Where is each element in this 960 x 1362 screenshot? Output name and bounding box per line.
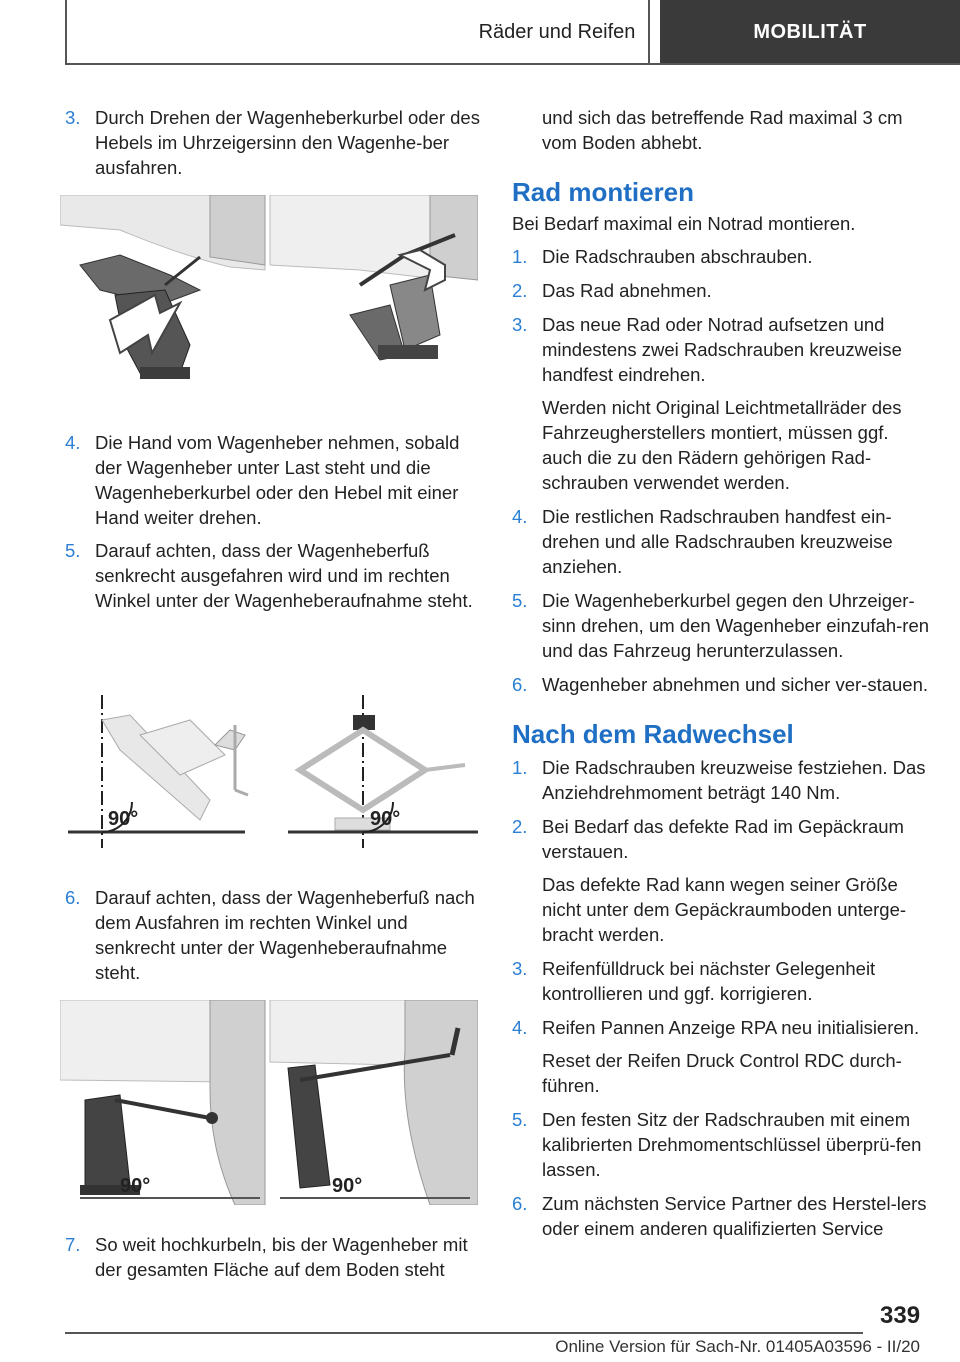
after-step-1 bbox=[512, 755, 932, 805]
heading-nach-dem-radwechsel: Nach dem Radwechsel bbox=[512, 719, 794, 749]
step-text: Den festen Sitz der Radschrauben mit einem kalibrierten Drehmomentschlüssel überprü-fen lassen. bbox=[542, 1109, 922, 1180]
step-text: Die restlichen Radschrauben handfest ein-drehen und alle Radschrauben kreuzweise anziehen. bbox=[542, 506, 893, 577]
header-divider bbox=[65, 0, 67, 64]
step-7 bbox=[65, 1232, 485, 1282]
continuation-text: und sich das betreffende Rad maximal 3 cm vom Boden abhebt. bbox=[542, 107, 903, 153]
step-number: 4. bbox=[512, 506, 528, 527]
mount-step-2 bbox=[512, 278, 932, 303]
step-text: Durch Drehen der Wagenheberkurbel oder des Hebels im Uhrzeigersinn den Wagenhe-ber ausfahren. bbox=[95, 107, 480, 178]
step-text: Zum nächsten Service Partner des Herstel-lers oder einem anderen qualifizierten Service bbox=[542, 1193, 927, 1239]
step-number: 1. bbox=[512, 757, 528, 778]
jack-angle-diagram bbox=[60, 690, 478, 850]
step-text: Wagenheber abnehmen und sicher ver-stauen. bbox=[542, 674, 928, 695]
angle-label: 90° bbox=[370, 808, 401, 830]
section-title: Räder und Reifen bbox=[466, 0, 650, 64]
header-rule bbox=[65, 63, 960, 65]
step-4 bbox=[65, 430, 485, 530]
step-number: 2. bbox=[512, 816, 528, 837]
footer-rule bbox=[65, 1332, 863, 1334]
angle-label: 90° bbox=[120, 1175, 151, 1197]
jack-in-place-illustration bbox=[60, 1000, 478, 1205]
step-number: 1. bbox=[512, 246, 528, 267]
step-number: 4. bbox=[65, 432, 81, 453]
right-column bbox=[512, 105, 932, 1241]
step-text: Reifen Pannen Anzeige RPA neu initialisieren. bbox=[542, 1017, 920, 1038]
step-number: 3. bbox=[512, 958, 528, 979]
mount-step-5 bbox=[512, 588, 932, 663]
angle-label: 90° bbox=[332, 1175, 363, 1197]
heading-rad-montieren: Rad montieren bbox=[512, 177, 695, 207]
mount-step-6 bbox=[512, 672, 932, 697]
step-5 bbox=[65, 538, 485, 613]
step-number: 3. bbox=[65, 107, 81, 128]
after-step-2-note: Das defekte Rad kann wegen seiner Größe nicht unter dem Gepäckraumboden unterge-bracht werden. bbox=[542, 874, 907, 945]
step-number: 3. bbox=[512, 314, 528, 335]
step-text: Bei Bedarf das defekte Rad im Gepäckraum verstauen. bbox=[542, 816, 904, 862]
step-text: Reifenfülldruck bei nächster Gelegenheit kontrollieren und ggf. korrigieren. bbox=[542, 958, 876, 1004]
step-text: Die Wagenheberkurbel gegen den Uhrzeiger-sinn drehen, um den Wagenheber einzufah-ren und das Fahrzeug herunterzulassen. bbox=[542, 590, 930, 661]
step-number: 5. bbox=[65, 540, 81, 561]
step-text: So weit hochkurbeln, bis der Wagenheber mit der gesamten Fläche auf dem Boden steht bbox=[95, 1234, 468, 1280]
step-number: 7. bbox=[65, 1234, 81, 1255]
step-number: 5. bbox=[512, 590, 528, 611]
footer-text: Online Version für Sach-Nr. 01405A03596 - II/20 bbox=[555, 1337, 920, 1356]
after-step-3 bbox=[512, 956, 932, 1006]
after-step-4 bbox=[512, 1015, 932, 1040]
step-number: 6. bbox=[65, 887, 81, 908]
step-text: Die Radschrauben kreuzweise festziehen. Das Anziehdrehmoment beträgt 140 Nm. bbox=[542, 757, 926, 803]
after-step-2 bbox=[512, 814, 932, 864]
mount-step-3 bbox=[512, 312, 932, 387]
after-step-6 bbox=[512, 1191, 932, 1241]
step-number: 6. bbox=[512, 674, 528, 695]
step-text: Das neue Rad oder Notrad aufsetzen und mindestens zwei Radschrauben kreuzweise handfest eindrehen. bbox=[542, 314, 902, 385]
chapter-title: MOBILITÄT bbox=[660, 0, 960, 64]
step-number: 4. bbox=[512, 1017, 528, 1038]
mount-step-3-note: Werden nicht Original Leichtmetallräder des Fahrzeugherstellers montiert, müssen ggf. auch die zu den Rädern gehörigen Rad-schrauben verwendet werden. bbox=[542, 397, 902, 493]
after-step-4-note: Reset der Reifen Druck Control RDC durch-führen. bbox=[542, 1050, 902, 1096]
step-number: 5. bbox=[512, 1109, 528, 1130]
steps-4-5 bbox=[65, 430, 485, 613]
page-number: 339 bbox=[880, 1302, 921, 1329]
jack-raising-illustration bbox=[60, 195, 478, 385]
step-text: Darauf achten, dass der Wagenheberfuß nach dem Ausfahren im rechten Winkel und senkrecht unter der Wagenheberaufnahme steht. bbox=[95, 887, 475, 983]
intro-text: Bei Bedarf maximal ein Notrad montieren. bbox=[512, 213, 856, 234]
step-3 bbox=[65, 105, 485, 180]
step-text: Darauf achten, dass der Wagenheberfuß senkrecht ausgefahren wird und im rechten Winkel unter der Wagenheberaufnahme steht. bbox=[95, 540, 473, 611]
step-text: Das Rad abnehmen. bbox=[542, 280, 712, 301]
mount-step-4 bbox=[512, 504, 932, 579]
mount-step-1 bbox=[512, 244, 932, 269]
step-text: Die Hand vom Wagenheber nehmen, sobald der Wagenheber unter Last steht und die Wagenheberkurbel oder den Hebel mit einer Hand weiter drehen. bbox=[95, 432, 460, 528]
step-number: 2. bbox=[512, 280, 528, 301]
step-number: 6. bbox=[512, 1193, 528, 1214]
angle-label: 90° bbox=[108, 808, 139, 830]
step-6 bbox=[65, 885, 485, 985]
after-step-5 bbox=[512, 1107, 932, 1182]
step-text: Die Radschrauben abschrauben. bbox=[542, 246, 813, 267]
